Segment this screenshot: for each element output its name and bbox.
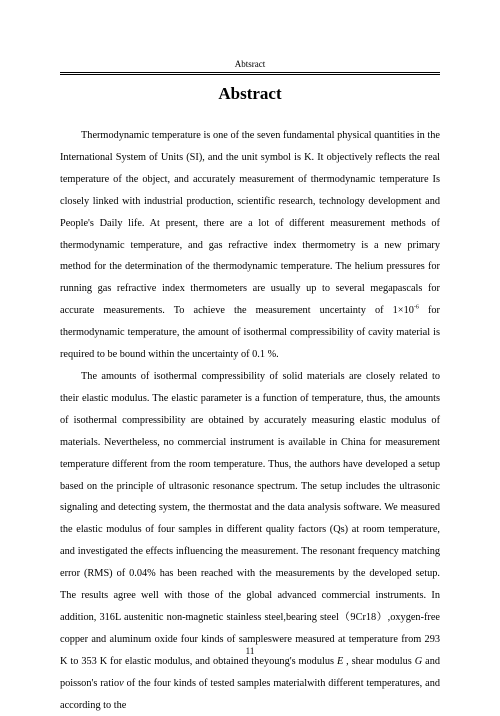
header-rule bbox=[60, 72, 440, 75]
exponent: -6 bbox=[413, 304, 419, 311]
running-header: Abtsract bbox=[234, 59, 266, 69]
paragraph-2 bbox=[60, 366, 440, 716]
symbol-poisson-ratio: v bbox=[119, 677, 124, 689]
paragraph-2-text-a: The amounts of isothermal compressibility of solid materials are closely related to their elastic modulus. The elastic parameter is a function of temperature, thus, the amounts of isothermal compressibility are obtained by accurately measuring elastic modulus of materials. Nevertheless, no commercial instrument is available in China for measurement temperature different from the room temperature. Thus, the authors have developed a setup based on the principle of ultrasonic resonance spectrum. The setup includes the ultrasonic signaling and detecting system, the thermostat and the data analysis software. We measured the elastic modulus of four samples in different quality factors (Qs) at room temperature, and investigated the effects influencing the measurement. The resonant frequency matching error (RMS) of 0.04% has been reached with the measurements by the developed setup. The results agree well with those of the global advanced commercial instruments. In addition, 316L austenitic non-magnetic stainless steel,bearing steel（9Cr18）,oxygen-free copper and aluminum oxide four kinds of sampleswere measured at temperature from 293 K to 353 K for elastic modulus, and obtained theyoung's modulus bbox=[60, 370, 440, 667]
symbol-young-modulus: E bbox=[336, 655, 344, 667]
paragraph-2-text-c: and poisson's ratio bbox=[60, 655, 440, 689]
paragraph-2-text-d: of the four kinds of tested samples materialwith different temperatures, and according to the bbox=[60, 677, 440, 711]
page-title: Abstract bbox=[218, 84, 282, 103]
symbol-shear-modulus: G bbox=[414, 655, 423, 667]
paragraph-1 bbox=[60, 125, 440, 366]
abstract-body bbox=[60, 125, 440, 716]
page-number: 11 bbox=[245, 646, 255, 656]
paragraph-1-text-a: Thermodynamic temperature is one of the seven fundamental physical quantities in the International System of Units (SI), and the unit symbol is K. It objectively reflects the real temperature of the object, and accurately measurement of thermodynamic temperature Is closely linked with industrial production, scientific research, technology development and People's Daily life. At present, there are a lot of different measurement methods of thermodynamic temperature, and gas refractive index thermometry is a new primary method for the determination of the thermodynamic temperature. The helium pressures for running gas refractive index thermometers are usually up to several megapascals for accurate measurements. To achieve the measurement uncertainty of 1×10 bbox=[60, 130, 440, 317]
paragraph-1-text-b: for thermodynamic temperature, the amount of isothermal compressibility of cavity material is required to be bound within the uncertainty of 0.1 %. bbox=[60, 305, 440, 361]
paragraph-2-text-b: , shear modulus bbox=[343, 655, 415, 667]
